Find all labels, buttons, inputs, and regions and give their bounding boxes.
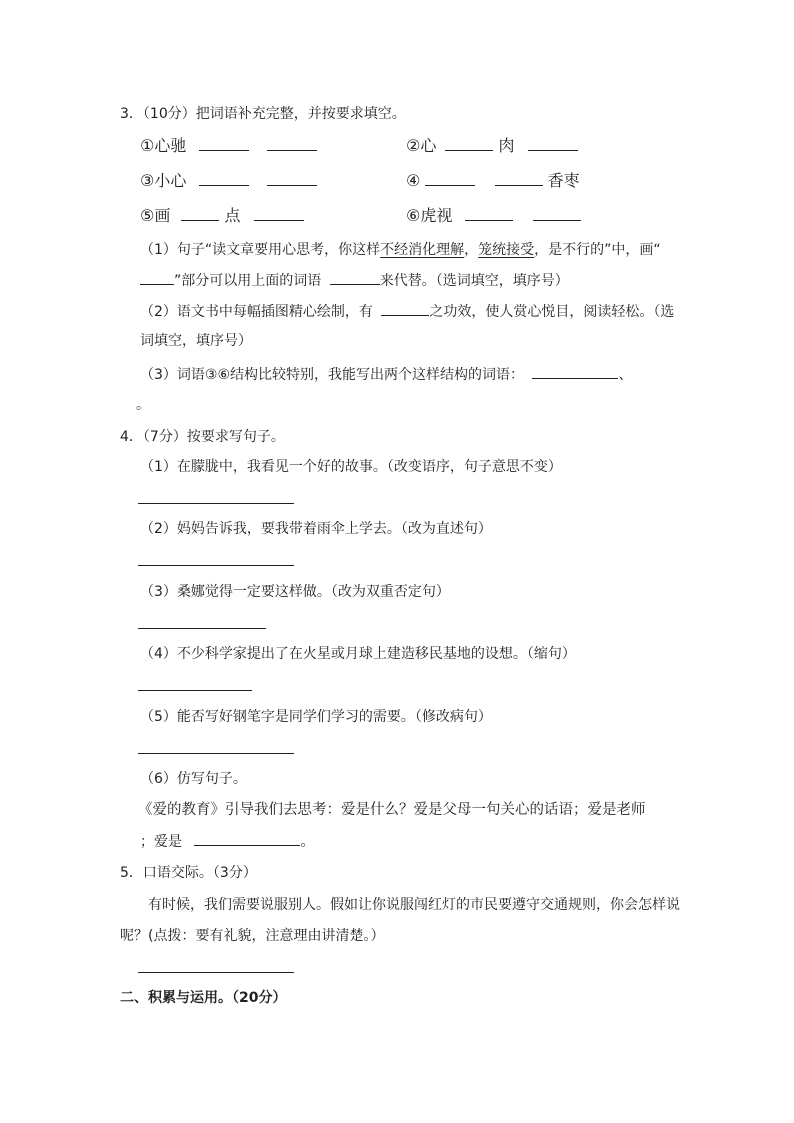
word-item-2-text-a: ②心 <box>406 136 437 155</box>
q4-sub6-line2a: ；爱是 <box>140 834 182 850</box>
answer-line[interactable] <box>138 690 252 691</box>
word-blank[interactable] <box>254 206 304 221</box>
word-item-4 <box>406 171 580 191</box>
q4-sub6-line2 <box>140 831 314 852</box>
word-blank[interactable] <box>267 171 317 186</box>
word-item-5-text-b: 点 <box>224 206 241 225</box>
q3-sub3-line1 <box>140 364 632 385</box>
word-blank[interactable] <box>533 206 581 221</box>
q4-sub5: （5）能否写好钢笔字是同学们学习的需要。（修改病句） <box>140 709 492 725</box>
q3-sub1-line2a: ”部分可以用上面的词语 <box>174 273 322 289</box>
word-item-2-text-b: 肉 <box>498 136 515 155</box>
word-blank[interactable] <box>495 171 543 186</box>
q3-sub2-line1 <box>140 301 674 322</box>
q4-sub6-line1: 《爱的教育》引导我们去思考：爱是什么？爱是父母一句关心的话语；爱是老师 <box>138 802 646 818</box>
answer-line[interactable] <box>138 972 294 973</box>
word-item-6-text: ⑥虎视 <box>406 206 453 225</box>
q3-sub1-comma: ， <box>464 242 479 258</box>
q3-sub1-suffix: ，是不行的”中，画“ <box>534 242 661 258</box>
question-5-header: 5．口语交际。（3分） <box>120 865 257 881</box>
q3-sub1-underline1: 不经消化理解 <box>380 242 465 258</box>
word-blank[interactable] <box>528 136 578 151</box>
q3-sub3-end: 。 <box>136 397 150 413</box>
answer-blank[interactable] <box>140 270 174 285</box>
q3-sub3-text: （3）词语③⑥结构比较特别，我能写出两个这样结构的词语： <box>140 367 525 383</box>
answer-blank[interactable] <box>194 831 300 846</box>
answer-line[interactable] <box>138 503 294 504</box>
q4-sub6: （6）仿写句子。 <box>140 771 247 787</box>
word-item-6 <box>406 206 581 226</box>
q3-sub2-line2: 词填空，填序号） <box>140 333 252 349</box>
word-blank[interactable] <box>199 136 249 151</box>
word-blank[interactable] <box>267 136 317 151</box>
q3-sub1-underline2: 笼统接受 <box>478 242 535 258</box>
answer-blank[interactable] <box>381 301 429 316</box>
q4-sub6-line2b: 。 <box>300 834 315 850</box>
section-2-title: 二、积累与运用。（20分） <box>120 990 287 1006</box>
answer-line[interactable] <box>138 753 294 754</box>
answer-line[interactable] <box>138 565 294 566</box>
q3-sub1-prefix: （1）句子“读文章要用心思考，你这样 <box>140 242 381 258</box>
q3-sub1-line2 <box>140 270 569 291</box>
answer-blank[interactable] <box>330 270 380 285</box>
word-item-5-text-a: ⑤画 <box>140 206 171 225</box>
word-item-3 <box>140 171 317 191</box>
word-item-1 <box>140 136 317 156</box>
word-blank[interactable] <box>465 206 513 221</box>
q3-sub2-line1b: 之功效，使人赏心悦目，阅读轻松。（选 <box>429 304 675 320</box>
word-item-2 <box>406 136 578 156</box>
word-item-4-text-b: 香枣 <box>547 171 580 190</box>
q5-line2: 呢？(点拨：要有礼貌，注意理由讲清楚。） <box>120 928 385 944</box>
word-item-4-text-a: ④ <box>406 171 421 190</box>
word-blank[interactable] <box>199 171 249 186</box>
q4-sub4: （4）不少科学家提出了在火星或月球上建造移民基地的设想。（缩句） <box>140 646 576 662</box>
word-item-3-text: ③小心 <box>140 171 187 190</box>
word-blank[interactable] <box>445 136 493 151</box>
answer-line[interactable] <box>138 628 266 629</box>
q5-line1: 有时候，我们需要说服别人。假如让你说服闯红灯的市民要遵守交通规则，你会怎样说 <box>148 897 680 913</box>
q3-sub3-sep: 、 <box>618 367 633 383</box>
question-4-header: 4．（7分）按要求写句子。 <box>120 429 285 445</box>
q3-sub1-line2b: 来代替。（选词填空，填序号） <box>379 273 569 289</box>
q4-sub1: （1）在朦胧中，我看见一个好的故事。（改变语序，句子意思不变） <box>140 459 562 475</box>
word-blank[interactable] <box>425 171 475 186</box>
word-item-1-text: ①心驰 <box>140 136 187 155</box>
q4-sub2: （2）妈妈告诉我，要我带着雨伞上学去。（改为直述句） <box>140 521 492 537</box>
question-3-header: 3．（10分）把词语补充完整，并按要求填空。 <box>120 106 406 122</box>
answer-blank[interactable] <box>532 364 618 379</box>
q3-sub1-line1 <box>140 240 661 260</box>
word-item-5 <box>140 206 304 226</box>
q3-sub2-line1a: （2）语文书中每幅插图精心绘制，有 <box>140 304 373 320</box>
word-blank[interactable] <box>181 206 219 221</box>
q4-sub3: （3）桑娜觉得一定要这样做。（改为双重否定句） <box>140 584 450 600</box>
